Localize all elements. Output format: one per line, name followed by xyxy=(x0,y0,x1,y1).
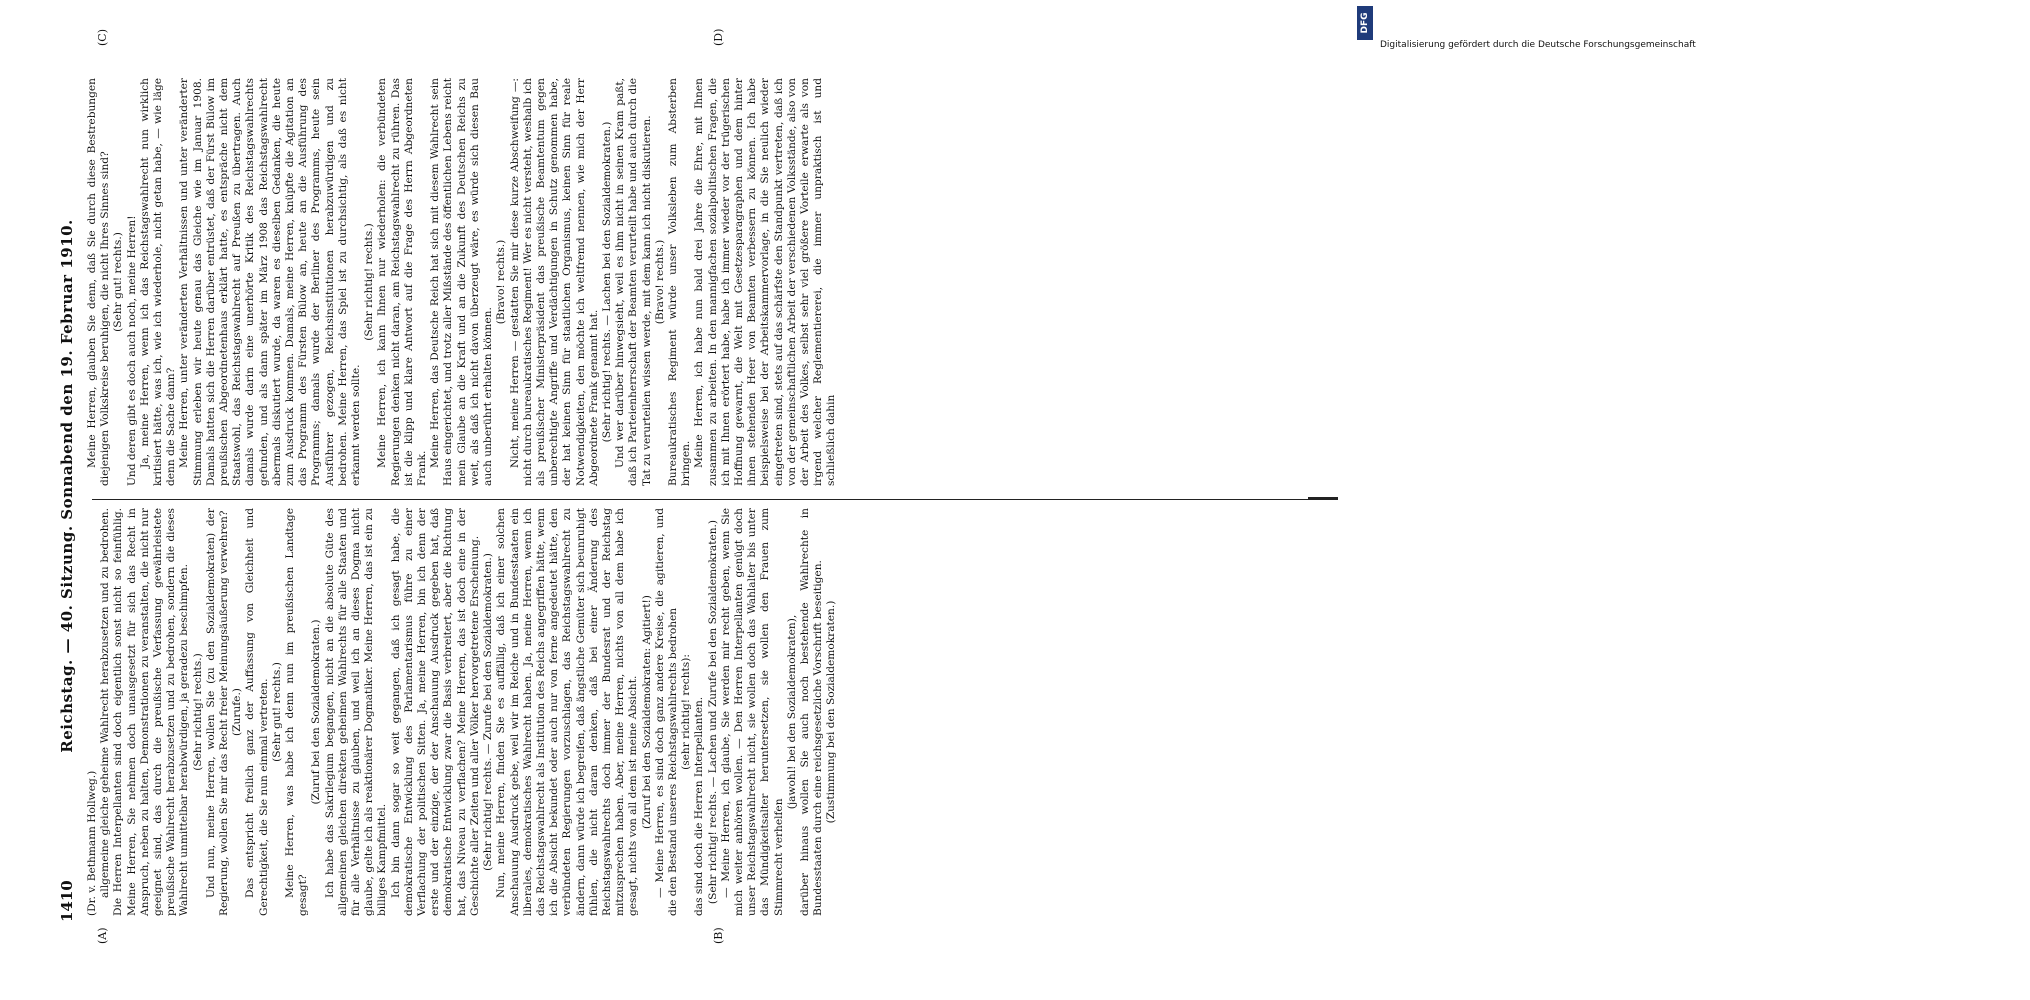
divider-tail xyxy=(1308,497,1338,500)
dfg-logo: DFG xyxy=(1357,6,1373,40)
paragraph: Bureaukratisches Regiment würde unser Volksleben zum Absterben bringen. xyxy=(666,78,693,486)
page-number: 1410 xyxy=(58,880,76,922)
interjection: (Sehr richtig! rechts. — Lachen und Zurufe bei den Sozialdemokraten.) xyxy=(706,519,719,905)
interjection: (jawohl! bei den Sozialdemokraten), xyxy=(785,614,798,810)
paragraph: — Meine Herren, es sind doch ganz andere Kreise, die agitieren, und die den Bestand unseres Reichstagswahlrechts bedrohen xyxy=(653,508,679,916)
session-title: Reichstag. — 40. Sitzung. Sonnabend den 19. Februar 1910. xyxy=(58,219,76,753)
paragraph: Nicht, meine Herren — gestatten Sie mir diese kurze Abschweifung —: nicht durch bureaukratisches Regiment! Wer es nicht versteht, weshalb ich als preußischer Ministerpräsident das preußische Beamtentum gegen unberechtigte Angriffe und Verdächtigungen in Schutz genommen habe, der hat keinen Sinn für staatlichen Organismus, keinen Sinn für reale Notwendigkeiten, den möchte ich weltfremd nennen, wie mich der Herr Abgeordnete Frank genannt hat. xyxy=(508,78,600,486)
interjection: (Sehr richtig! rechts.) xyxy=(191,653,204,771)
margin-letter-a: (A) xyxy=(96,927,109,944)
paragraph: — Meine Herren, ich glaube, Sie werden mir recht geben, wenn Sie mich weiter anhören wollen. — Den Herren Interpellanten genügt doch unser Reichstagswahlrecht nicht, sie wollen doch das Wahlalter bis unter das Mündigkeitsalter heruntersetzen, sie wollen den Frauen zum Stimmrecht verhelfen xyxy=(719,508,785,916)
column-divider xyxy=(92,499,1334,500)
interjection: (Zuruf bei den Sozialdemokraten.) xyxy=(310,619,323,805)
paragraph: Meine Herren, ich habe nun bald drei Jahre die Ehre, mit Ihnen zusammen zu arbeiten. In den mannigfachen sozialpolitischen Fragen, die ich mit Ihnen erörtert habe, habe ich immer wieder vor der trügerischen Hoffnung gewarnt, die Welt mit Gesetzesparagraphen und dem hinter ihnen stehenden Heer von Beamten verbessern zu können. Ich habe beispielsweise bei der Arbeitskammervorlage, in die Sie neulich wieder eingetreten sind, stets auf das schärfste den Standpunkt vertreten, daß ich von der gemeinschaftlichen Arbeit der verschiedenen Volksstände, also von der Arbeit des Volkes, selbst sehr viel größere Vorteile erwarte als von irgend welcher Reglementiererei, die immer unpraktisch ist und schließlich dahin xyxy=(693,78,838,486)
interjection: (sehr richtig! rechts): xyxy=(680,654,693,770)
paragraph: Und deren gibt es doch auch noch, meine Herren! xyxy=(125,215,138,486)
paragraph: Ich habe das Sakrilegium begangen, nicht an die absolute Güte des allgemeinen gleichen direkten geheimen Wahlrechts für alle Staaten und für alle Verhältnisse zu glauben, und weil ich an dieses Dogma nicht glaube, gelte ich als reaktionärer Dogmatiker. Meine Herren, das ist ein zu billiges Kampfmittel. xyxy=(323,508,389,916)
interjection: (Sehr richtig! rechts.) xyxy=(363,223,376,341)
margin-letter-b: (B) xyxy=(712,927,725,944)
speaker-label: (Dr. v. Bethmann Hollweg.) xyxy=(86,770,98,916)
paragraph: Meine Herren, was habe ich denn nun im preußischen Landtage gesagt? xyxy=(284,508,310,916)
paragraph: Meine Herren, unter veränderten Verhältnissen und unter veränderter Stimmung erleben wir heute genau das Gleiche wie im Januar 1908. Damals hatten sich die Herren darüber entrüstet, daß der Fürst Bülow im preußischen Abgeordnetenhaus erklärt hatte, es entspräche nicht dem Staatswohl, das Reichstagswahlrecht auf Preußen zu übertragen. Auch damals wurde darin eine unerhörte Kritik des Reichstagswahlrechts gefunden, und als dann später im März 1908 das Reichstagswahlrecht abermals diskutiert wurde, da waren es dieselben Gedanken, die heute zum Ausdruck kommen. Damals, meine Herren, knüpfte die Agitation an das Programm des Fürsten Bülow an, heute an die Ausführung des Programms; damals wurde der Berliner des Programms, heute sein Ausführer gezogen, Reichsinstitutionen herabzuwürdigen und zu bedrohen. Meine Herren, das Spiel ist zu durchsichtig, als daß es nicht erkannt werden sollte. xyxy=(178,78,363,486)
paragraph: Meine Herren, glauben Sie denn, daß Sie durch diese Bestrebungen diejenigen Volkskreise beruhigen, die nicht Ihres Sinnes sind? xyxy=(86,78,112,486)
interjection: (Zuruf bei den Sozialdemokraten: Agitiert!) xyxy=(640,595,653,829)
paragraph: allgemeine gleiche geheime Wahlrecht herabzusetzen und zu bedrohen. Die Herren Interpellanten sind doch eigentlich sonst nicht so feinfühlig. Meine Herren, Sie nehmen doch unausgesetzt für sich das Recht in Anspruch, neben zu halten, Demonstrationen zu veranstalten, die nicht nur geeignet sind, das durch die preußische Verfassung gewährleistete preußische Wahlrecht herabzusetzen und zu bedrohen, sondern die dieses Wahlrecht unmittelbar herabwürdigen, ja geradezu beschimpfen. xyxy=(99,508,191,916)
digitization-credit: Digitalisierung gefördert durch die Deutsche Forschungsgemeinschaft xyxy=(1380,40,1696,50)
paragraph: Das entspricht freilich ganz der Auffassung von Gleichheit und Gerechtigkeit, die Sie nun einmal vertreten. xyxy=(244,508,270,916)
right-text-column xyxy=(86,78,1336,486)
paragraph: Meine Herren, das Deutsche Reich hat sich mit diesem Wahlrecht sein Haus eingerichtet, und trotz aller Mißstände des öffentlichen Lebens reicht mein Glaube an die Kraft und an die Zukunft des Deutschen Reichs zu weit, als daß ich nicht davon überzeugt wäre, es würde sich diesen Bau auch unberührt erhalten können. xyxy=(429,78,495,486)
paragraph: Meine Herren, ich kann Ihnen nur wiederholen: die verbündeten Regierungen denken nicht daran, am Reichstagswahlrecht zu rühren. Das ist die klipp und klare Antwort auf die Frage des Herrn Abgeordneten Frank. xyxy=(376,78,429,486)
interjection: (Sehr gut! rechts.) xyxy=(270,662,283,762)
interjection: (Sehr gut! rechts.) xyxy=(112,232,125,332)
interjection: (Zustimmung bei den Sozialdemokraten.) xyxy=(825,600,838,824)
paragraph: darüber hinaus wollen Sie auch noch bestehende Wahlrechte in Bundesstaaten durch eine reichsgesetzliche Vorschrift beseitigen. xyxy=(798,508,825,916)
paragraph: das sind doch die Herren Interpellanten. xyxy=(693,696,706,916)
paragraph: Nun, meine Herren, finden Sie es auffällig, daß ich einer solchen Anschauung Ausdruck gebe, weil wir im Reiche und in Bundesstaaten ein liberales, demokratisches Wahlrecht haben. Ja, meine Herren, wenn ich das Reichstagswahlrecht als Institution des Reichs angegriffen hätte, wenn ich die Absicht bekundet oder auch nur von ferne angedeutet hätte, den verbündeten Regierungen vorzuschlagen, das Reichstagswahlrecht zu ändern, dann würde ich begreifen, daß ängstliche Gemüter sich beunruhigt fühlen, die nicht daran denken, daß bei einer Änderung des Reichstagswahlrechts doch immer der Bundesrat und der Reichstag mitzusprechen haben. Aber, meine Herren, nichts von all dem habe ich gesagt, nichts von all dem ist meine Absicht. xyxy=(495,508,640,916)
left-text-column xyxy=(86,508,1336,916)
paragraph: Und wer darüber hinwegsieht, weil es ihm nicht in seinen Kram paßt, daß ich Parteienherrschaft der Beamten verurteilt habe und auch durch die Tat zu verurteilen wissen werde, mit dem kann ich nicht diskutieren. xyxy=(614,78,653,486)
paragraph: Ich bin dann sogar so weit gegangen, daß ich gesagt habe, die demokratische Entwicklung des Parlamentarismus führe zu einer Verflachung der politischen Sitten. Ja, meine Herren, bin ich denn der erste und der einzige, der der Anschauung Ausdruck gegeben hat, daß demokratische Entwicklung zwar die Basis verbreitert, aber die Richtung hat, das Niveau zu verflachen? Meine Herren, das ist doch eine in der Geschichte aller Zeiten und aller Völker hervorgetretene Erscheinung. xyxy=(389,508,481,916)
paragraph: Und nun, meine Herren, wollen Sie (zu den Sozialdemokraten) der Regierung, wollen Sie mir das Recht freier Meinungsäußerung verwehren? xyxy=(204,508,231,916)
interjection: (Bravo! rechts.) xyxy=(653,239,666,325)
interjection: (Zurufe.) xyxy=(231,688,244,736)
margin-letter-c: (C) xyxy=(96,29,109,46)
page-header xyxy=(58,50,80,922)
interjection: (Bravo! rechts.) xyxy=(495,239,508,325)
interjection: (Sehr richtig! rechts. — Zurufe bei den Sozialdemokraten.) xyxy=(482,553,495,871)
interjection: (Sehr richtig! rechts. — Lachen bei den Sozialdemokraten.) xyxy=(600,121,613,443)
margin-letter-d: (D) xyxy=(712,28,725,46)
paragraph: Ja, meine Herren, wenn ich das Reichstagswahlrecht nun wirklich kritisiert hätte, was ich, wie ich wiederhole, nicht getan habe, — wie läge denn die Sache dann? xyxy=(138,78,178,486)
